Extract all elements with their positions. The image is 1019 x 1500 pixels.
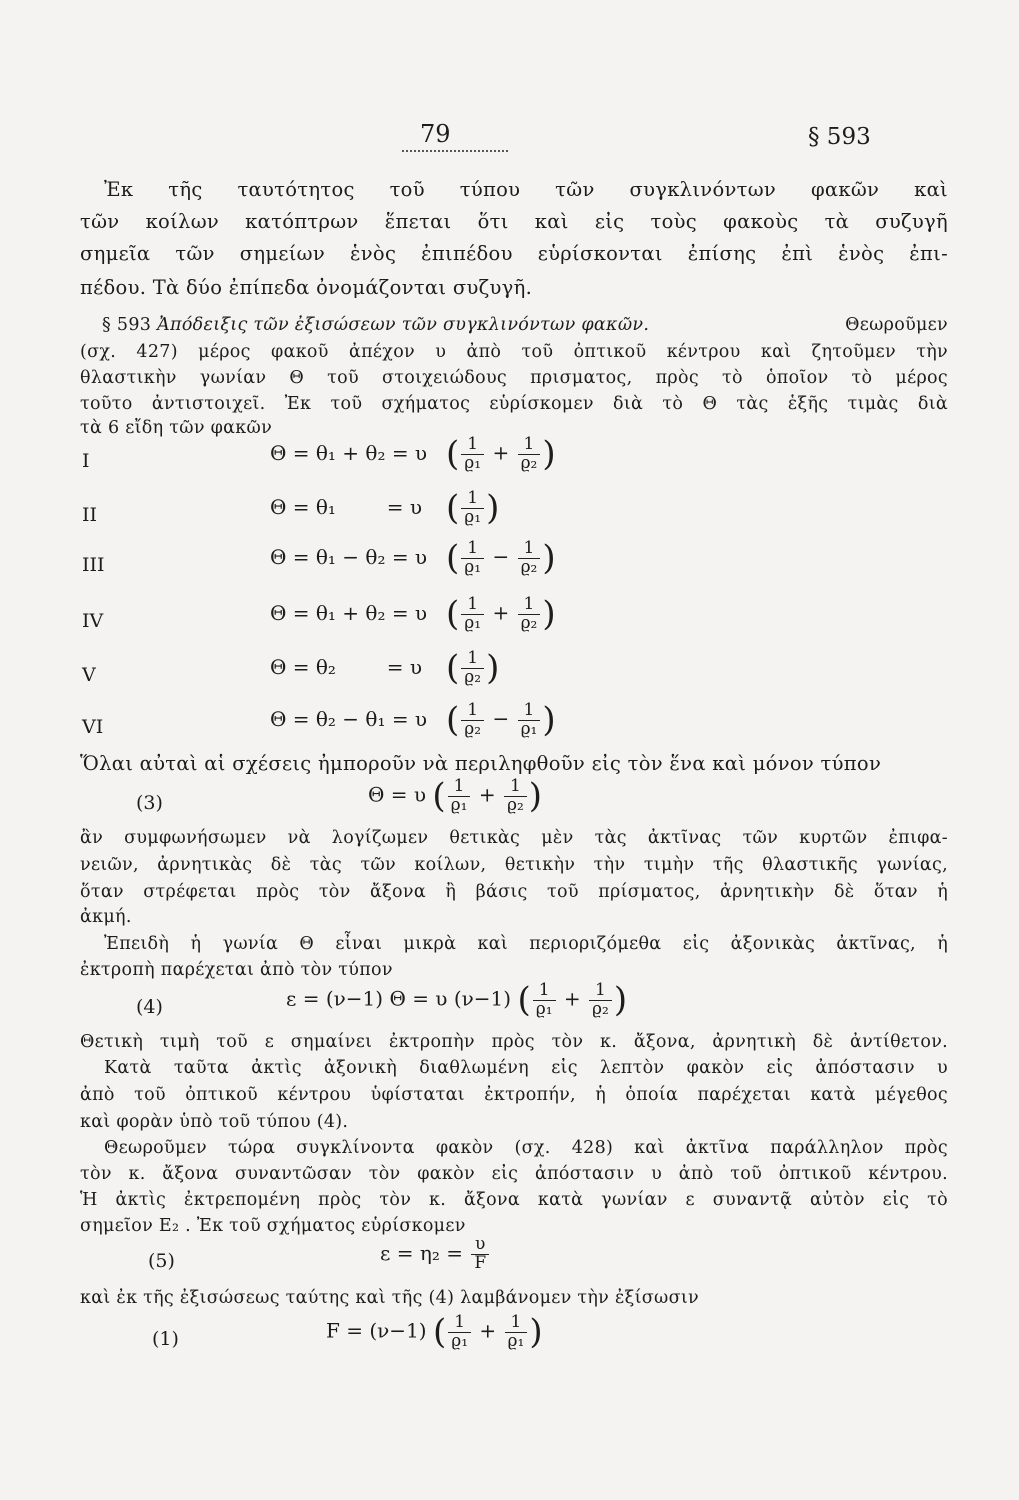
section-line: τὰ 6 εἴδη τῶν φακῶν (80, 418, 273, 438)
after-cases-text: Ὅλαι αὐταὶ αἱ σχέσεις ἠμποροῦν νὰ περιληφθοῦν εἰς τὸν ἕνα καὶ μόνον τύπον (80, 752, 882, 775)
fraction: $\frac{1}{\text{ϱ₁}}$ (461, 490, 484, 527)
fraction: $\frac{1}{\text{ϱ₂}}$ (518, 436, 541, 473)
section-heading-tail: Θεωροῦμεν (845, 315, 948, 335)
paren-left: ( (446, 488, 460, 528)
section-reference: § 593 (808, 124, 871, 150)
case-equation (270, 594, 556, 634)
case-equation (270, 538, 556, 578)
case-equation (270, 648, 499, 688)
eq4 (286, 980, 627, 1020)
para5-line: Κατὰ ταῦτα ἀκτὶς ἀξονικὴ διαθλωμένη εἰς λεπτὸν φακὸν εἰς ἀπόστασιν υ (104, 1058, 948, 1078)
eq5 (380, 1236, 491, 1273)
eq5-label: (5) (148, 1250, 175, 1272)
section-line: θλαστικὴν γωνίαν Θ τοῦ στοιχειώδους πρισματος, πρὸς τὸ ὁποῖον τὸ μέρος (80, 368, 948, 388)
fraction: $\frac{1}{\text{ϱ₂}}$ (518, 596, 541, 633)
section-line: τοῦτο ἀντιστοιχεῖ. Ἐκ τοῦ σχήματος εὑρίσκομεν διὰ τὸ Θ τὰς ἑξῆς τιμὰς διὰ (80, 394, 948, 414)
case-lhs: Θ = θ₁ + θ₂ = υ (270, 440, 428, 465)
para6-line: Θεωροῦμεν τώρα συγκλίνοντα φακὸν (σχ. 428) καὶ ἀκτῖνα παράλληλον πρὸς (104, 1138, 948, 1158)
fraction: $\frac{1}{\text{ϱ₁}}$ (461, 540, 484, 577)
paren-right: ) (529, 1312, 543, 1352)
paren-right: ) (542, 538, 556, 578)
paren-right: ) (542, 434, 556, 474)
eq1-operator: + (479, 1318, 497, 1343)
paren-right: ) (486, 488, 500, 528)
section-line: (σχ. 427) μέρος φακοῦ ἀπέχον υ ἀπὸ τοῦ ὀπτικοῦ κέντρου καὶ ζητοῦμεν τὴν (80, 342, 948, 362)
paren-left: ( (432, 776, 446, 816)
para6-line: Ἡ ἀκτὶς ἐκτρεπομένη πρὸς τὸν κ. ἄξονα κατὰ γωνίαν ε συναντᾷ αὐτὸν εἰς τὸ (80, 1190, 948, 1210)
page-number: 79 (420, 120, 451, 148)
eq1 (326, 1312, 543, 1352)
case-lhs: Θ = θ₂ = υ (270, 654, 423, 679)
para3-line: ἀκμή. (80, 907, 132, 927)
case-operator: − (492, 706, 510, 731)
case-operator: + (492, 440, 510, 465)
eq3-label: (3) (136, 792, 163, 814)
para3-line: ἂν συμφωνήσωμεν νὰ λογίζωμεν θετικὰς μὲν τὰς ἀκτῖνας τῶν κυρτῶν ἐπιφα- (80, 828, 948, 848)
paren-right: ) (528, 776, 543, 816)
fraction: $\frac{1}{\text{ϱ₂}}$ (504, 778, 527, 815)
fraction: $\frac{1}{\text{ϱ₁}}$ (518, 702, 541, 739)
paren-left: ( (446, 538, 460, 578)
fraction: $\frac{1}{\text{ϱ₂}}$ (589, 982, 612, 1019)
case-label: IV (82, 610, 104, 632)
para5-line: Θετικὴ τιμὴ τοῦ ε σημαίνει ἐκτροπὴν πρὸς τὸν κ. ἄξονα, ἀρνητικὴ δὲ ἀντίθετον. (80, 1032, 948, 1052)
case-equation (270, 488, 499, 528)
fraction: $\frac{1}{\text{ϱ₂}}$ (518, 540, 541, 577)
section-heading (80, 315, 948, 335)
case-equation (270, 434, 556, 474)
para4-line: Ἐπειδὴ ἡ γωνία Θ εἶναι μικρὰ καὶ περιοριζόμεθα εἰς ἀξονικὰς ἀκτῖνας, ἡ (104, 934, 948, 954)
section-heading-title: Ἀπόδειξις τῶν ἐξισώσεων τῶν συγκλινόντων φακῶν. (157, 315, 650, 335)
para1-line: Ἐκ τῆς ταυτότητος τοῦ τύπου τῶν συγκλινόντων φακῶν καὶ (104, 178, 948, 201)
paren-left: ( (446, 434, 460, 474)
paren-right: ) (613, 980, 628, 1020)
para6-line: τὸν κ. ἄξονα συναντῶσαν τὸν φακὸν εἰς ἀπόστασιν υ ἀπὸ τοῦ ὀπτικοῦ κέντρου. (80, 1164, 948, 1184)
eq4-operator: + (563, 986, 581, 1011)
para1-line: πέδου. Τὰ δύο ἐπίπεδα ὀνομάζονται συζυγῆ. (80, 276, 533, 299)
para1-line: τῶν κοίλων κατόπτρων ἕπεται ὅτι καὶ εἰς τοὺς φακοὺς τὰ συζυγῆ (80, 210, 948, 233)
paren-right: ) (542, 700, 556, 740)
paren-left: ( (517, 980, 531, 1020)
para3-line: ὅταν στρέφεται πρὸς τὸν ἄξονα ἢ βάσις τοῦ πρίσματος, ἀρνητικὴν δὲ ὅταν ἡ (80, 882, 948, 902)
fraction: $\frac{1}{\text{ϱ₂}}$ (461, 650, 484, 687)
paren-right: ) (542, 594, 556, 634)
eq3-operator: + (478, 782, 496, 807)
fraction: $\frac{1}{\text{ϱ₁}}$ (505, 1314, 528, 1351)
case-lhs: Θ = θ₁ + θ₂ = υ (270, 600, 428, 625)
fraction: $\frac{1}{\text{ϱ₁}}$ (448, 1314, 471, 1351)
eq3 (368, 776, 542, 816)
fraction: $\frac{1}{\text{ϱ₁}}$ (461, 596, 484, 633)
eq1-label: (1) (152, 1328, 179, 1350)
page-number-rule (402, 150, 508, 152)
case-lhs: Θ = θ₂ − θ₁ = υ (270, 706, 428, 731)
eq1-lhs: F = (ν−1) (326, 1318, 427, 1343)
case-label: VI (82, 716, 104, 738)
para3-line: νειῶν, ἀρνητικὰς δὲ τὰς τῶν κοίλων, θετικὴν τὴν τιμὴν τῆς θλαστικῆς γωνίας, (80, 855, 948, 875)
case-label: II (82, 504, 98, 526)
case-operator: + (492, 600, 510, 625)
fraction: $\frac{1}{\text{ϱ₁}}$ (533, 982, 556, 1019)
case-equation (270, 700, 556, 740)
paren-left: ( (446, 648, 460, 688)
fraction: $\frac{\upsilon}{F}$ (471, 1236, 489, 1273)
paren-left: ( (446, 594, 460, 634)
case-lhs: Θ = θ₁ = υ (270, 494, 423, 519)
para7-line: καὶ ἐκ τῆς ἐξισώσεως ταύτης καὶ τῆς (4) λαμβάνομεν τὴν ἐξίσωσιν (80, 1288, 699, 1308)
case-lhs: Θ = θ₁ − θ₂ = υ (270, 544, 428, 569)
paren-right: ) (486, 648, 500, 688)
fraction: $\frac{1}{\text{ϱ₁}}$ (461, 436, 484, 473)
para4-line: ἐκτροπὴ παρέχεται ἀπὸ τὸν τύπον (80, 960, 393, 980)
para6-line: σημεῖον E₂ . Ἐκ τοῦ σχήματος εὑρίσκομεν (80, 1216, 466, 1236)
eq3-lhs: Θ = υ (368, 782, 427, 807)
fraction: $\frac{1}{\text{ϱ₂}}$ (461, 702, 484, 739)
fraction: $\frac{1}{\text{ϱ₁}}$ (448, 778, 471, 815)
paren-left: ( (432, 1312, 447, 1352)
paren-left: ( (446, 700, 460, 740)
para1-line: σημεῖα τῶν σημείων ἑνὸς ἐπιπέδου εὑρίσκονται ἐπίσης ἐπὶ ἑνὸς ἐπι- (80, 242, 948, 265)
para5-line: καὶ φορὰν ὑπὸ τοῦ τύπου (4). (80, 1112, 349, 1132)
eq5-lhs: ε = η₂ = (380, 1240, 463, 1265)
case-label: III (82, 554, 105, 576)
section-heading-num: § 593 (102, 315, 152, 335)
eq4-lhs: ε = (ν−1) Θ = υ (ν−1) (286, 986, 512, 1011)
para5-line: ἀπὸ τοῦ ὀπτικοῦ κέντρου ὑφίσταται ἐκτροπήν, ἡ ὁποία παρέχεται κατὰ μέγεθος (80, 1085, 948, 1105)
case-label: I (82, 450, 90, 472)
case-label: V (82, 664, 96, 686)
case-operator: − (492, 544, 510, 569)
eq4-label: (4) (136, 996, 163, 1018)
